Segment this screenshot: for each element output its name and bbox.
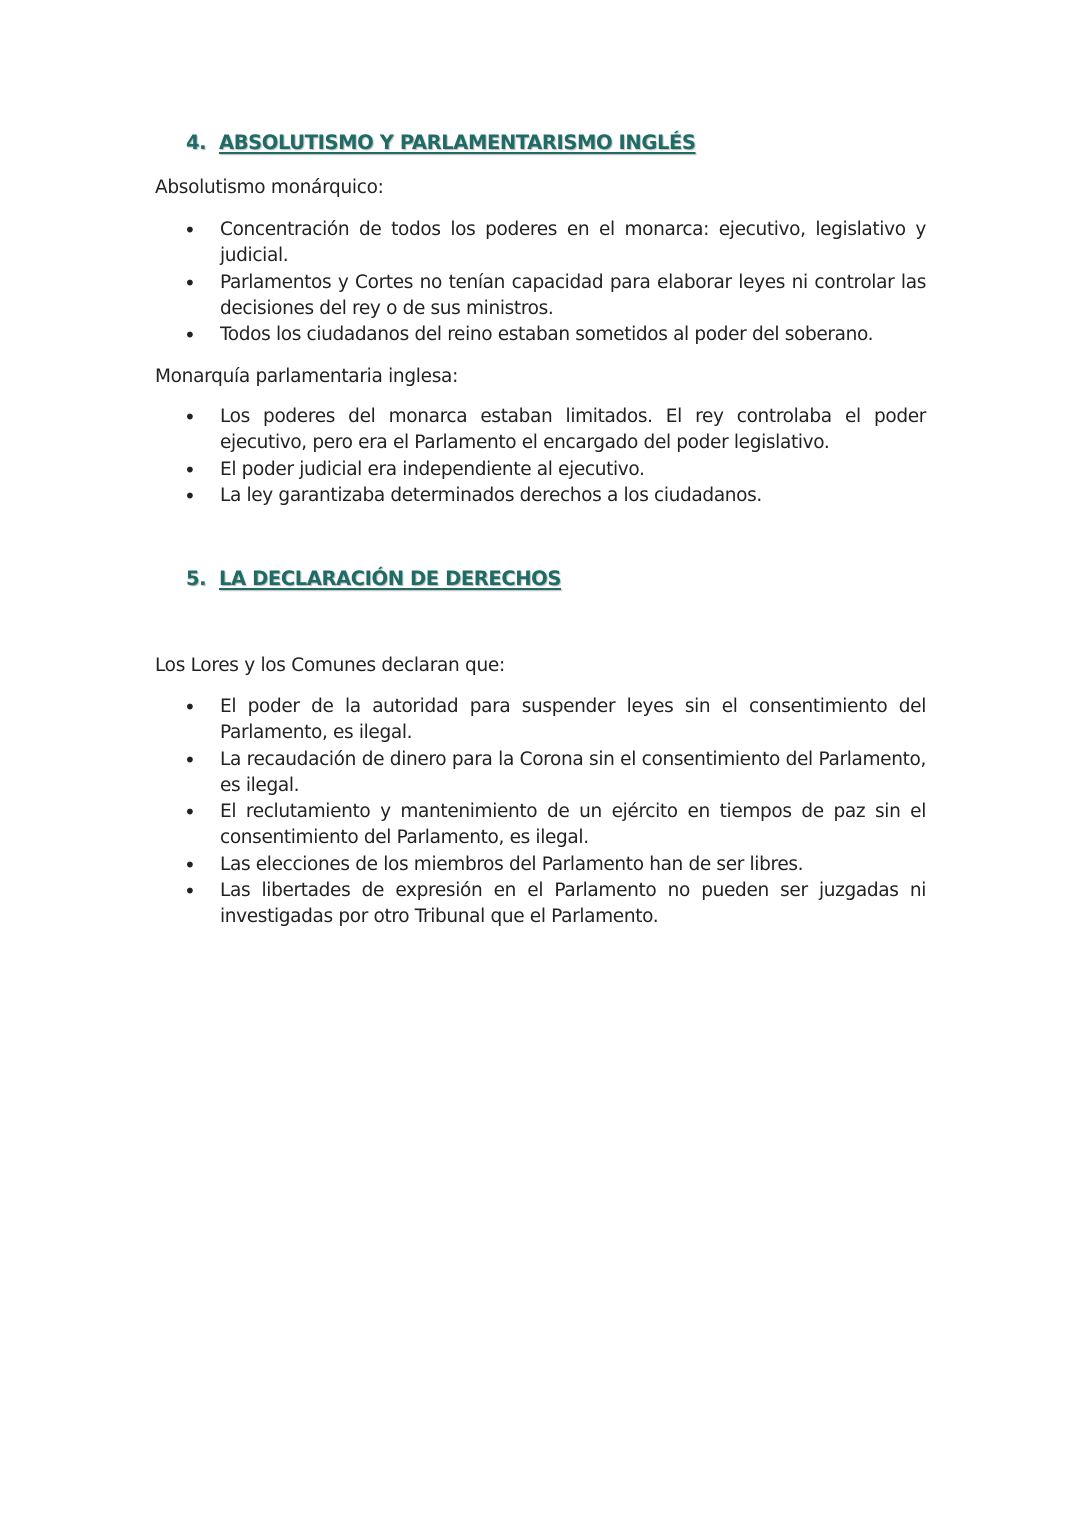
list-item	[0, 747, 926, 800]
list-item	[0, 694, 926, 747]
bullet-icon: •	[184, 405, 196, 429]
bullet-icon: •	[184, 879, 196, 904]
list-item	[0, 483, 926, 509]
bullet-icon: •	[184, 457, 196, 482]
list-item	[0, 270, 926, 323]
section-5-title: LA DECLARACIÓN DE DERECHOS	[219, 567, 561, 590]
list-item-text: El reclutamiento y mantenimiento de un ejército en tiempos de paz sin el consentimiento del Parlamento, es ilegal.	[220, 801, 926, 849]
list-item	[0, 799, 926, 852]
list-item	[0, 404, 926, 457]
section-4-number: 4.	[186, 131, 207, 154]
bullet-icon: •	[184, 747, 196, 772]
declaracion-intro: Los Lores y los Comunes declaran que:	[155, 655, 505, 676]
bullet-icon: •	[184, 270, 196, 295]
list-item	[0, 852, 926, 878]
absolutismo-list	[0, 217, 1080, 348]
section-5-heading	[186, 567, 561, 590]
bullet-icon: •	[184, 695, 196, 719]
list-item-text: El poder judicial era independiente al ejecutivo.	[220, 458, 645, 480]
list-item-text: Las elecciones de los miembros del Parlamento han de ser libres.	[220, 853, 804, 875]
bullet-icon: •	[184, 218, 196, 242]
section-4-title: ABSOLUTISMO Y PARLAMENTARISMO INGLÉS	[219, 131, 696, 154]
list-item-text: Las libertades de expresión en el Parlamento no pueden ser juzgadas ni investigadas por otro Tribunal que el Parlamento.	[220, 880, 926, 928]
list-item-text: La recaudación de dinero para la Corona sin el consentimiento del Parlamento, es ilegal.	[220, 748, 926, 796]
monarquia-intro: Monarquía parlamentaria inglesa:	[155, 366, 459, 387]
list-item-text: El poder de la autoridad para suspender leyes sin el consentimiento del Parlamento, es ilegal.	[220, 696, 926, 744]
list-item-text: Todos los ciudadanos del reino estaban sometidos al poder del soberano.	[220, 324, 874, 346]
list-item	[0, 878, 926, 931]
section-4-heading	[186, 131, 696, 154]
declaracion-list	[0, 694, 1080, 931]
list-item-text: Los poderes del monarca estaban limitados. El rey controlaba el poder ejecutivo, pero era el Parlamento el encargado del poder legislativo.	[220, 406, 926, 454]
list-item-text: La ley garantizaba determinados derechos a los ciudadanos.	[220, 484, 762, 506]
section-5-number: 5.	[186, 567, 207, 590]
bullet-icon: •	[184, 323, 196, 348]
bullet-icon: •	[184, 852, 196, 877]
list-item-text: Concentración de todos los poderes en el monarca: ejecutivo, legislativo y judicial.	[220, 219, 926, 267]
list-item	[0, 457, 926, 483]
bullet-icon: •	[184, 800, 196, 825]
list-item	[0, 322, 926, 348]
absolutismo-intro: Absolutismo monárquico:	[155, 177, 384, 198]
bullet-icon: •	[184, 483, 196, 508]
list-item	[0, 217, 926, 270]
monarquia-list	[0, 404, 1080, 509]
list-item-text: Parlamentos y Cortes no tenían capacidad para elaborar leyes ni controlar las decisiones del rey o de sus ministros.	[220, 271, 926, 319]
